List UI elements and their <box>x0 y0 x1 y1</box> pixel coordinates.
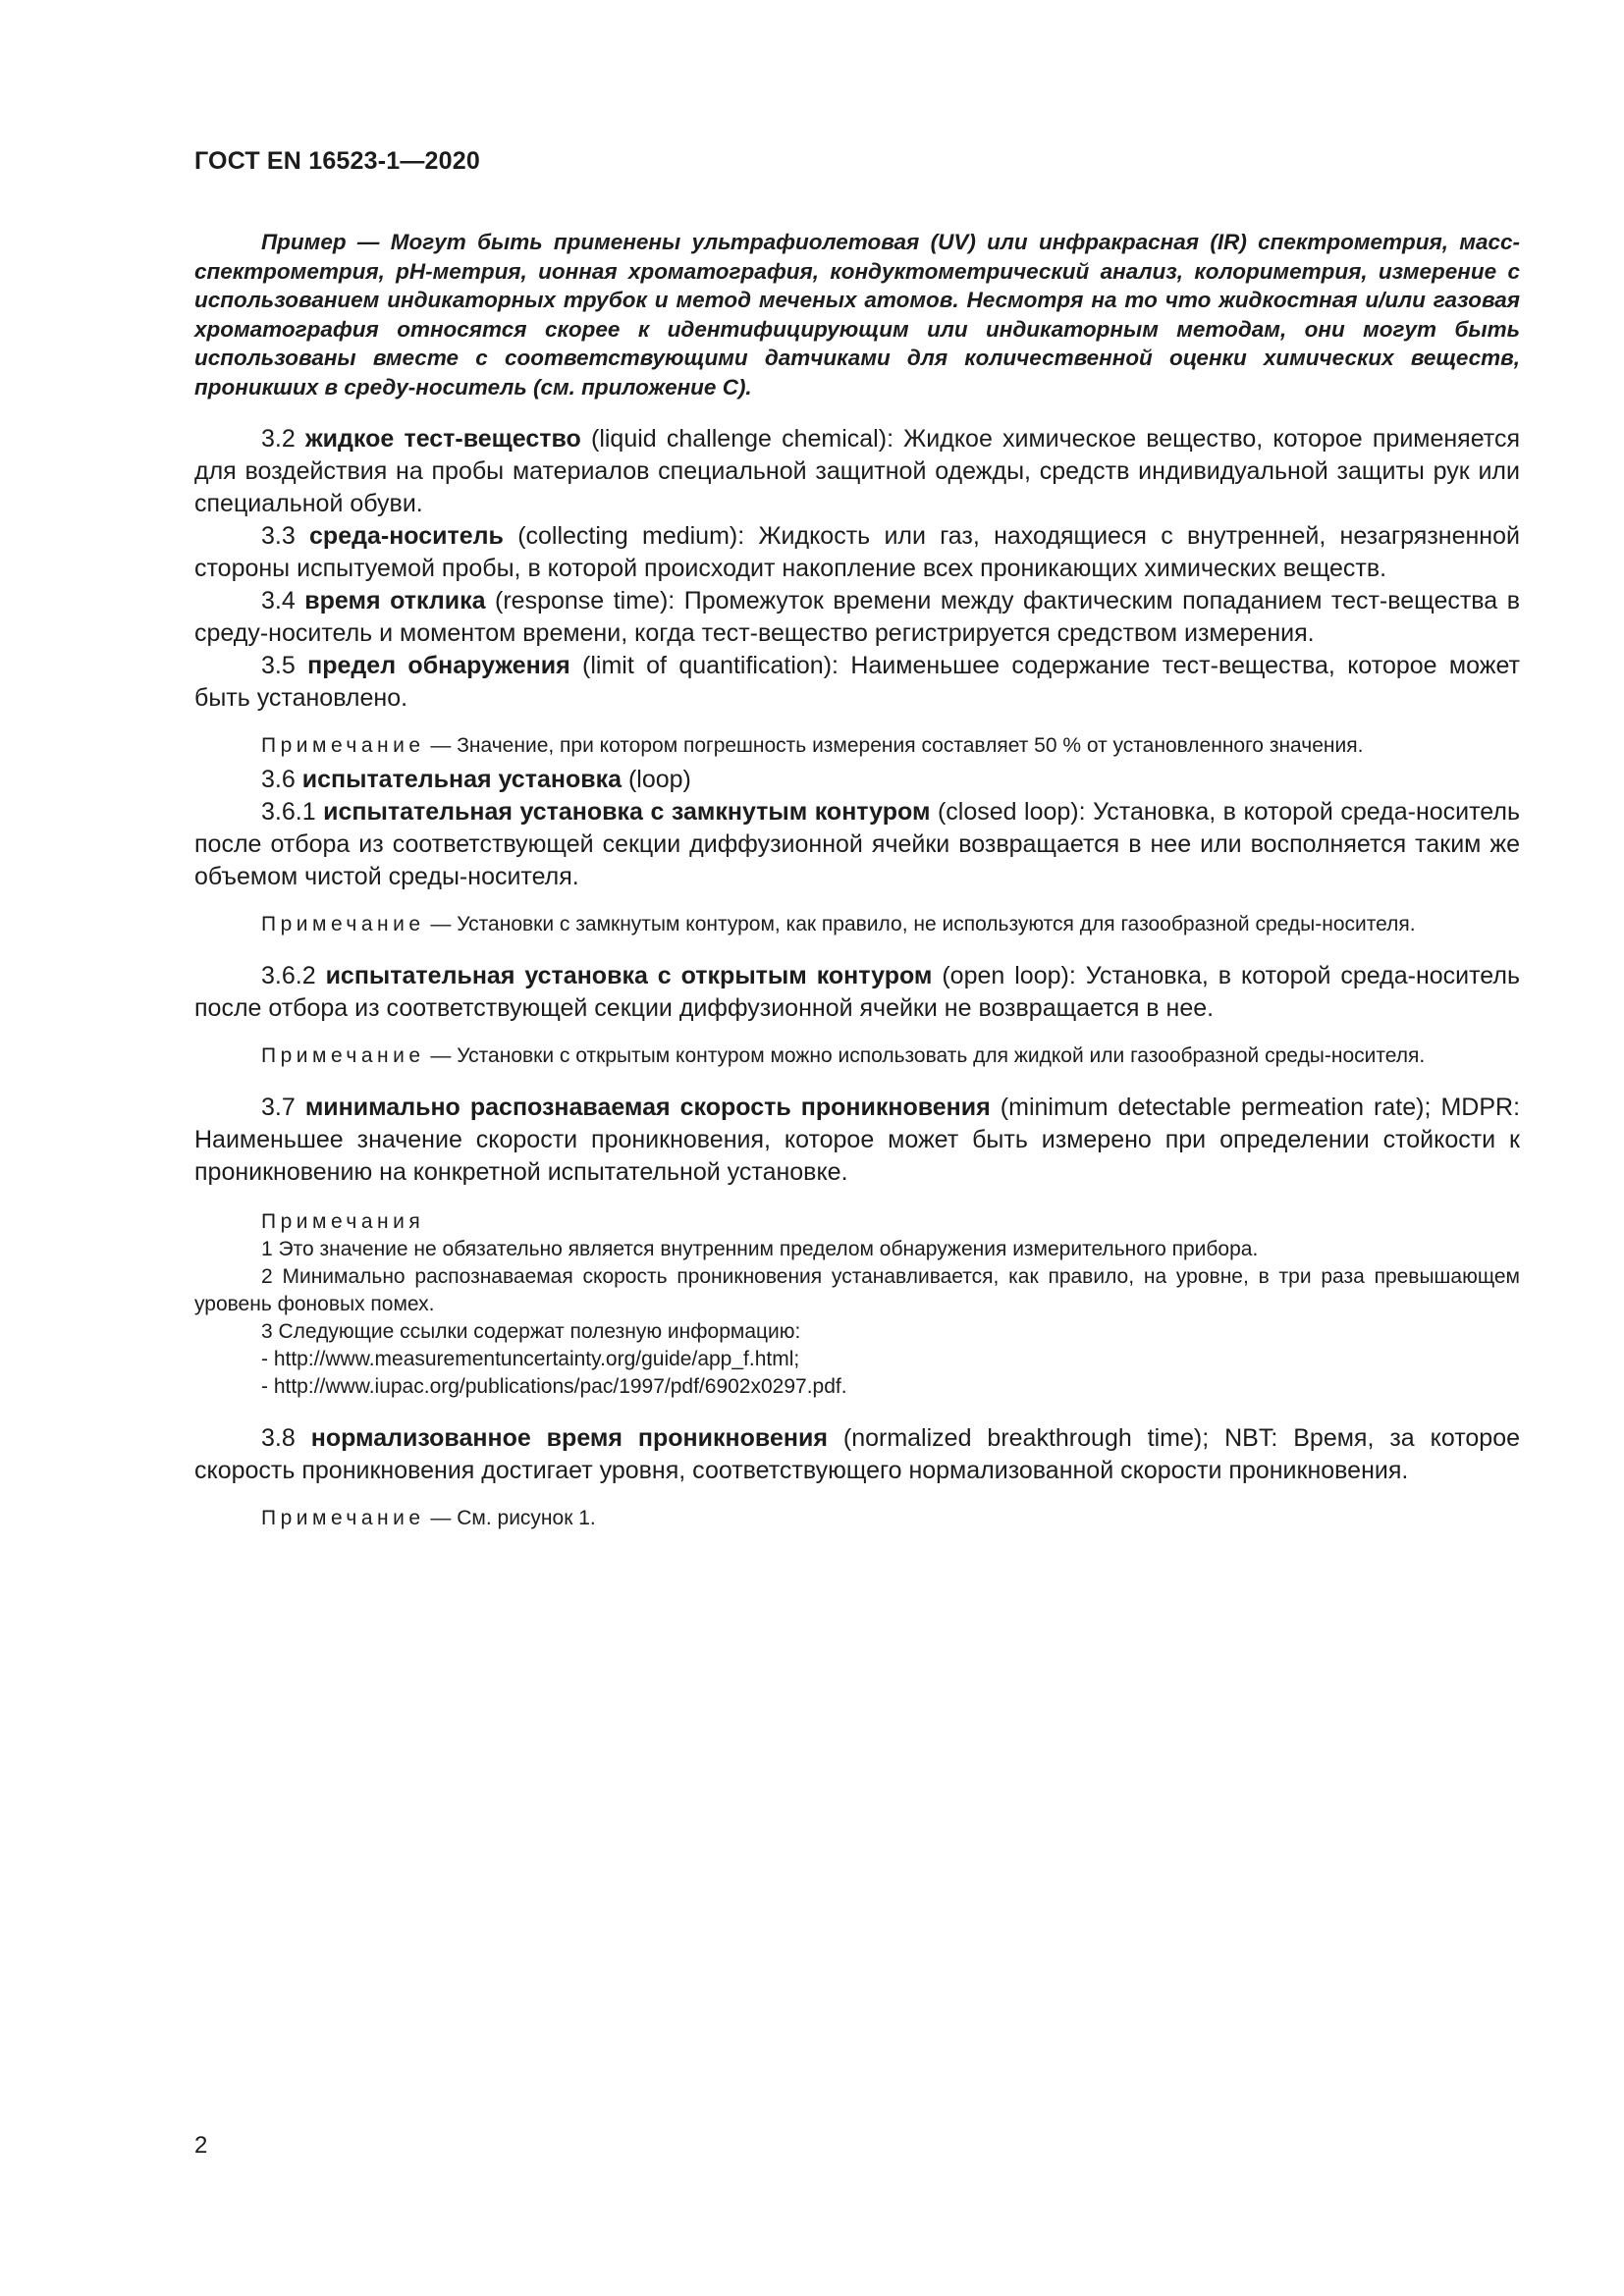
term-3-6-2: 3.6.2 испытательная установка с открытым контуром (open loop): Установка, в которой среда-носитель после отбора из соответствующей секции диффузионной ячейки не возвращается в нее. <box>194 962 1520 1022</box>
term-title: нормализованное время проникновения <box>310 1424 828 1452</box>
note-item: 3 Следующие ссылки содержат полезную информацию: <box>261 1320 801 1343</box>
note-item: 1 Это значение не обязательно является внутренним пределом обнаружения измерительного прибора. <box>261 1238 1259 1260</box>
term-3-8: 3.8 нормализованное время проникновения (normalized breakthrough time); NBT: Время, за которое скорость проникновения достигает уровня, соответствующего нормализованной скорости проникновения. <box>194 1424 1521 1484</box>
term-3-5: 3.5 предел обнаружения (limit of quantification): Наименьшее содержание тест-вещества, которое может быть установлено. <box>194 652 1520 712</box>
note-3-6-1: Примечание — Установки с замкнутым контуром, как правило, не используются для газообразной среды-носителя. <box>261 913 1416 935</box>
term-title: испытательная установка с открытым контуром <box>325 962 933 989</box>
example-paragraph: Пример — Могут быть применены ультрафиолетовая (UV) или инфракрасная (IR) спектрометрия, масс-спектрометрия, pH-метрия, ионная хроматография, кондуктометрический анализ, колориметрия, измерение с использованием индикаторных трубок и метод меченых атомов. Несмотря на то что жидкостная и/или газовая хроматография относятся скорее к идентифицирующим или индикаторным методам, они могут быть использованы вместе с соответствующими датчиками для количественной оценки химических веществ, проникших в среду-носитель (см. приложение С). <box>194 230 1520 400</box>
note-item: 2 Минимально распознаваемая скорость проникновения устанавливается, как правило, на уровне, в три раза превышающем уровень фоновых помех. <box>194 1265 1520 1315</box>
page-number: 2 <box>194 2132 208 2159</box>
reference-link[interactable]: - http://www.measurementuncertainty.org/guide/app_f.html; <box>261 1348 800 1370</box>
note-3-5: Примечание — Значение, при котором погрешность измерения составляет 50 % от установленного значения. <box>261 734 1364 757</box>
term-3-6: 3.6 испытательная установка (loop) <box>261 766 691 793</box>
notes-3-7 <box>194 1208 1520 1401</box>
term-3-2: 3.2 жидкое тест-вещество (liquid challenge chemical): Жидкое химическое вещество, которое применяется для воздействия на пробы материалов специальной защитной одежды, средств индивидуальной защиты рук или специальной обуви. <box>194 425 1521 517</box>
term-3-7: 3.7 минимально распознаваемая скорость проникновения (minimum detectable permeation rate); MDPR: Наименьшее значение скорости проникновения, которое может быть измерено при определении стойкости к проникновению на конкретной испытательной установке. <box>194 1094 1521 1186</box>
notes-label: Примечания <box>261 1210 425 1233</box>
term-title: время отклика <box>304 587 486 614</box>
note-label: Примечание <box>261 734 425 757</box>
term-title: испытательная установка с замкнутым контуром <box>323 798 931 826</box>
note-label: Примечание <box>261 913 425 935</box>
term-3-4: 3.4 время отклика (response time): Промежуток времени между фактическим попаданием тест-вещества в среду-носитель и моментом времени, когда тест-вещество регистрируется средством измерения. <box>194 587 1521 647</box>
term-title: предел обнаружения <box>307 652 570 679</box>
term-title: минимально распознаваемая скорость проникновения <box>304 1094 991 1121</box>
document-id: ГОСТ EN 16523-1—2020 <box>194 147 480 175</box>
term-title: жидкое тест-вещество <box>304 425 581 453</box>
note-label: Примечание <box>261 1044 425 1067</box>
page-content <box>194 228 1520 1554</box>
note-3-8: Примечание — См. рисунок 1. <box>261 1507 596 1529</box>
term-title: испытательная установка <box>301 766 623 793</box>
note-3-6-2: Примечание — Установки с открытым контуром можно использовать для жидкой или газообразной среды-носителя. <box>261 1044 1426 1067</box>
term-3-6-1: 3.6.1 испытательная установка с замкнутым контуром (closed loop): Установка, в которой среда-носитель после отбора из соответствующей секции диффузионной ячейки возвращается в нее или восполняется таким же объемом чистой среды-носителя. <box>194 798 1520 890</box>
reference-link[interactable]: - http://www.iupac.org/publications/pac/1997/pdf/6902x0297.pdf. <box>261 1375 847 1398</box>
note-label: Примечание <box>261 1507 425 1529</box>
term-title: среда-носитель <box>309 522 504 550</box>
term-3-3: 3.3 среда-носитель (collecting medium): Жидкость или газ, находящиеся с внутренней, незагрязненной стороны испытуемой пробы, в которой происходит накопление всех проникающих химических веществ. <box>194 522 1520 582</box>
